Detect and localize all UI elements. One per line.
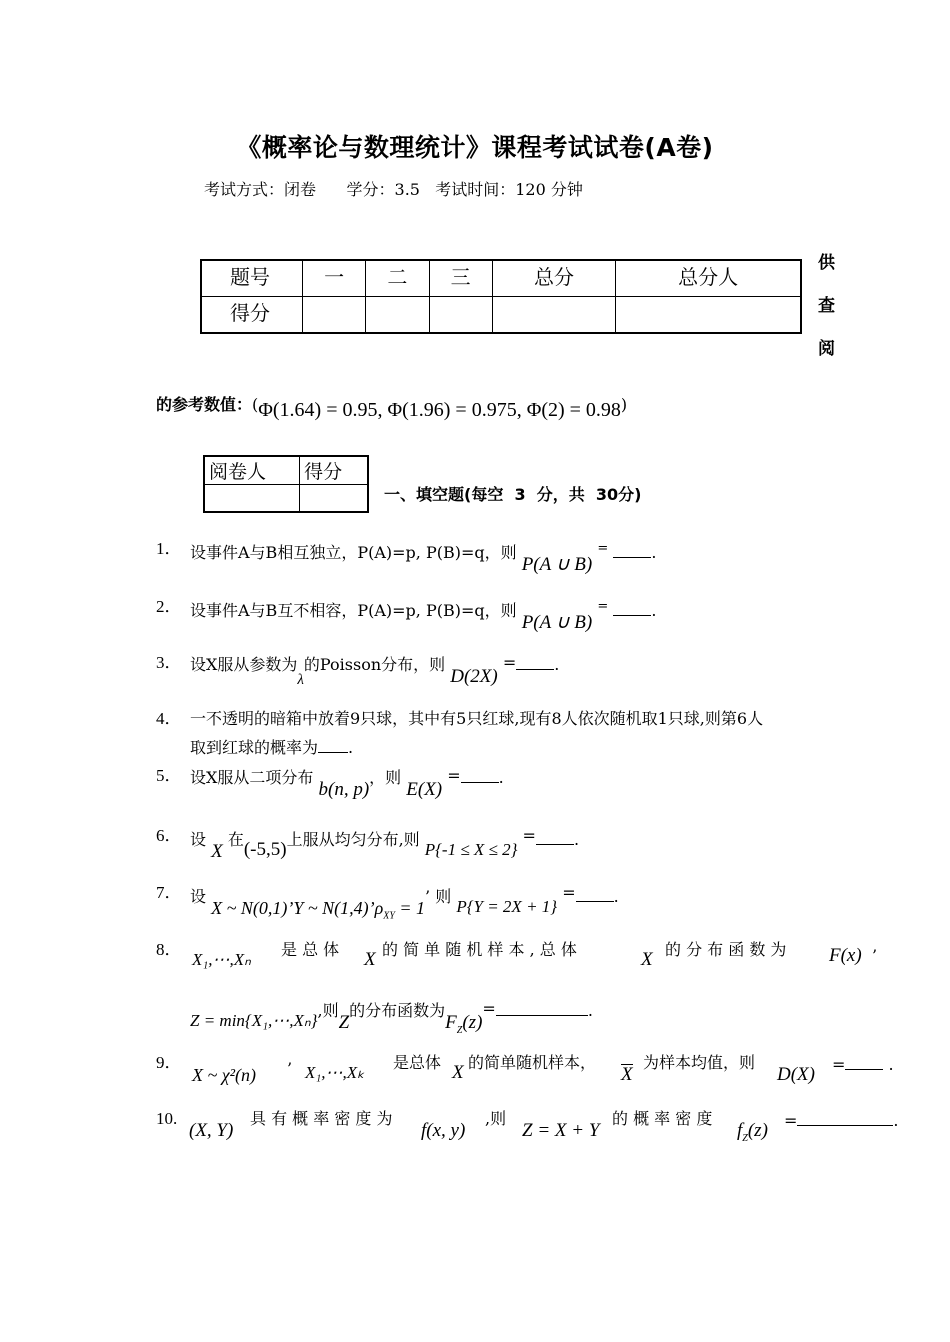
question-math: Z = X + Y: [522, 1120, 600, 1141]
score-cell[interactable]: [429, 297, 492, 334]
question-math: Z: [338, 1012, 350, 1033]
question-number: 9．: [156, 1053, 182, 1072]
question-math: F(x): [829, 945, 862, 966]
question-text-part: 在: [227, 830, 244, 849]
math-part: X ~ N(0,1)’Y ~ N(1,4)’ρ: [211, 898, 384, 918]
question-math: D(X): [777, 1064, 815, 1085]
reference-label: 的参考数值：: [156, 395, 253, 414]
question-math: X: [211, 841, 223, 862]
question-text: [190, 652, 559, 691]
score-header-5: 总分人: [616, 260, 801, 297]
math-subscript: Z: [456, 1024, 463, 1036]
question-text-part: 的 概 率 密 度: [612, 1109, 713, 1128]
question-text-part: 是总体: [393, 1053, 442, 1072]
exam-info: 考试方式：闭卷 学分：3.5 考试时间：120 分钟: [204, 180, 583, 199]
score-cell[interactable]: [492, 297, 615, 334]
end-mark: .: [554, 655, 560, 674]
end-mark: .: [573, 830, 580, 849]
score-row-label: 得分: [201, 297, 303, 334]
score-header-0: 题号: [201, 260, 303, 297]
question-text-part: 设: [190, 830, 207, 849]
question-math: [211, 898, 426, 922]
side-note: [818, 242, 838, 371]
question-math: (-5,5): [243, 839, 287, 860]
question-number: 1．: [156, 539, 182, 558]
question-number: 3．: [156, 653, 182, 672]
question-number: 6．: [156, 826, 182, 845]
question-text: [190, 538, 656, 576]
question-math: f(x, y): [421, 1120, 466, 1141]
question-math: X ~ χ²(n): [192, 1065, 257, 1085]
question-math: b(n, p): [318, 779, 370, 800]
question-text: [190, 596, 656, 634]
answer-line: [832, 1054, 894, 1076]
question-math: X: [641, 949, 653, 970]
question-text-part: 为样本均值，则: [643, 1053, 756, 1072]
question-math: Z = min{X₁,⋯,Xₙ}: [190, 1011, 318, 1030]
answer-blank[interactable]: [845, 1055, 883, 1070]
score-header-2: 二: [366, 260, 429, 297]
answer-line: [784, 1110, 899, 1132]
grader-cell[interactable]: [300, 485, 368, 513]
question-number: 4．: [156, 709, 182, 728]
answer-blank[interactable]: [576, 887, 614, 902]
math-part: (z): [747, 1120, 768, 1141]
answer-blank[interactable]: [613, 601, 651, 616]
question-text-part: ’ 则: [425, 887, 452, 906]
score-cell[interactable]: [366, 297, 429, 334]
math-subscript: XY: [383, 910, 395, 922]
reference-formula: Φ(1.64) = 0.95, Φ(1.96) = 0.975, Φ(2) = 0.98: [258, 399, 621, 421]
question-text-part: 的简单随机样本，: [468, 1053, 597, 1072]
question-4-line2: [190, 737, 353, 759]
answer-blank[interactable]: [516, 655, 554, 670]
equals: =: [522, 826, 536, 845]
equals: =: [447, 766, 461, 785]
question-text-part: 上服从均匀分布,则: [286, 830, 420, 849]
answer-blank[interactable]: [496, 1001, 588, 1016]
answer-blank[interactable]: [797, 1111, 893, 1126]
question-text-part: 的 分 布 函 数 为: [665, 940, 787, 959]
question-number: 7．: [156, 883, 182, 902]
question-math: X: [452, 1062, 464, 1083]
math-part: F: [445, 1012, 457, 1033]
question-math: λ: [297, 672, 304, 688]
answer-blank[interactable]: [461, 768, 499, 783]
reference-values: 的参考数值：(Φ(1.64) = 0.95, Φ(1.96) = 0.975, Φ(2) = 0.98): [156, 395, 628, 421]
question-math: X₁,⋯,Xₖ: [305, 1063, 365, 1082]
question-math: D(2X): [450, 666, 498, 687]
answer-blank[interactable]: [536, 830, 574, 845]
question-number: 10.: [156, 1109, 178, 1128]
question-text-part: 设X服从二项分布: [190, 768, 314, 787]
question-text-part: 具 有 概 率 密 度 为: [250, 1109, 393, 1128]
end-mark: .: [651, 543, 657, 562]
question-text-part: 设X服从参数为: [190, 655, 298, 674]
score-table: [200, 259, 802, 334]
question-math: X₁,⋯,Xₙ: [192, 950, 251, 969]
math-part: (z): [462, 1012, 483, 1033]
side-note-char: 供: [818, 253, 835, 273]
question-text-part: ’: [872, 946, 878, 965]
question-math: P{Y = 2X + 1}: [456, 897, 558, 916]
grader-header-1: 得分: [300, 456, 368, 485]
question-text-part: 取到红球的概率为: [190, 738, 319, 757]
equals: =: [597, 599, 609, 614]
question-math: [445, 1012, 483, 1036]
question-math-mean: X: [621, 1064, 633, 1085]
end-mark: .: [498, 768, 504, 787]
question-number: 8．: [156, 940, 182, 959]
equals: =: [832, 1055, 846, 1074]
score-header-4: 总分: [492, 260, 615, 297]
question-math: X: [364, 949, 376, 970]
side-note-char: 查: [818, 296, 835, 316]
question-number: 5．: [156, 766, 182, 785]
question-text-part: ,则: [317, 1001, 339, 1020]
math-subscript: Z: [742, 1132, 748, 1144]
question-text-part: 的Poisson分布，则: [303, 655, 446, 674]
score-cell[interactable]: [303, 297, 366, 334]
exam-title: 《概率论与数理统计》课程考试试卷(A卷): [236, 133, 714, 162]
end-mark: .: [883, 1055, 894, 1074]
score-header-1: 一: [303, 260, 366, 297]
side-note-char: 阅: [818, 339, 835, 359]
question-text-part: ,则: [485, 1109, 507, 1128]
question-text: 一不透明的暗箱中放着9只球，其中有5只红球,现有8人依次随机取1只球,则第6人: [190, 709, 764, 728]
end-mark: .: [893, 1111, 899, 1130]
end-mark: .: [651, 601, 657, 620]
grader-table: [203, 455, 369, 513]
question-text: [190, 825, 579, 863]
question-text-part: 的 简 单 随 机 样 本 , 总 体: [382, 940, 577, 959]
question-text-part: ，则: [369, 768, 402, 787]
question-text-part: ’: [287, 1059, 293, 1078]
score-header-3: 三: [429, 260, 492, 297]
question-math: [737, 1120, 768, 1150]
answer-blank[interactable]: [318, 738, 348, 753]
question-text: [190, 765, 504, 801]
grader-cell[interactable]: [204, 485, 300, 513]
equals: =: [597, 541, 609, 556]
question-math: E(X): [406, 779, 443, 800]
equals: =: [482, 999, 496, 1018]
end-mark: .: [613, 887, 619, 906]
question-number: 2．: [156, 597, 182, 616]
score-cell[interactable]: [616, 297, 801, 334]
question-math: P{-1 ≤ X ≤ 2}: [424, 840, 518, 859]
question-math: P(A ∪ B): [521, 612, 593, 633]
end-mark: .: [587, 1001, 593, 1020]
question-8-line2: [190, 998, 593, 1042]
grader-header-0: 阅卷人: [204, 456, 300, 485]
math-part: = 1: [394, 898, 426, 918]
question-text: [190, 882, 619, 928]
question-text-part: 的分布函数为: [349, 1001, 446, 1020]
question-text-part: 设: [190, 887, 207, 906]
equals: =: [784, 1111, 798, 1130]
section-title: 一、填空题(每空 3 分，共 30分): [384, 485, 642, 504]
end-mark: .: [348, 738, 354, 757]
equals: =: [502, 653, 517, 672]
question-text-part: 设事件A与B互不相容，P(A)=p, P(B)=q，则: [190, 601, 517, 620]
question-math: P(A ∪ B): [521, 554, 593, 575]
equals: =: [562, 883, 576, 902]
answer-blank[interactable]: [613, 543, 651, 558]
question-math: (X, Y): [189, 1120, 234, 1141]
math-part: f: [737, 1120, 743, 1141]
question-text-part: 是 总 体: [281, 940, 340, 959]
question-text-part: 设事件A与B相互独立，P(A)=p, P(B)=q，则: [190, 543, 517, 562]
